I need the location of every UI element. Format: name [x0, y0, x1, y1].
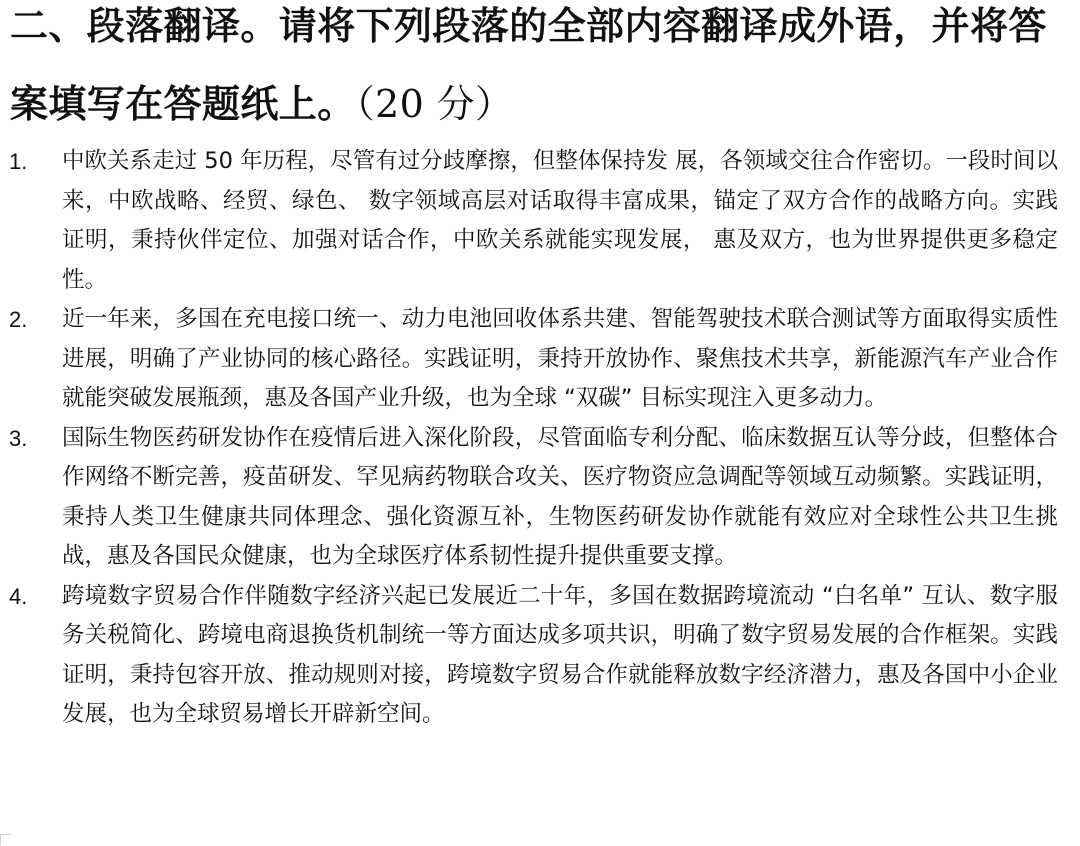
- page-corner-mark: [0, 834, 11, 845]
- item-text: 近一年来，多国在充电接口统一、动力电池回收体系共建、智能驾驶技术联合测试等方面取得实质性进展，明确了产业协同的核心路径。实践证明，秉持开放协作、聚焦技术共享，新能源汽车产业合作就能突破发展瓶颈，惠及各国产业升级，也为全球 “双碳” 目标实现注入更多动力。: [62, 306, 1058, 411]
- item-number: 1.: [9, 149, 28, 174]
- section-heading-line-2: [10, 82, 1072, 126]
- score-label: （20 分）: [355, 82, 514, 126]
- list-item: [0, 142, 1080, 300]
- item-number: 4.: [9, 583, 28, 609]
- list-item: [0, 300, 1080, 419]
- section-heading-text-2: 案填写在答题纸上。: [10, 82, 356, 126]
- section-heading-text-1: 二、段落翻译。请将下列段落的全部内容翻译成外语，并将答: [10, 4, 1047, 48]
- section-heading-line-1: [10, 4, 1072, 48]
- item-text: 中欧关系走过 50 年历程，尽管有过分歧摩擦，但整体保持发 展，各领域交往合作密切。一段时间以来，中欧战略、经贸、绿色、 数字领域高层对话取得丰富成果，锚定了双方合作的战略方向。实践证明，秉持伙伴定位、加强对话合作，中欧关系就能实现发展， 惠及双方，也为世界提供更多稳定性。: [62, 148, 1058, 293]
- list-item: [0, 577, 1080, 735]
- item-text: 跨境数字贸易合作伴随数字经济兴起已发展近二十年，多国在数据跨境流动 “白名单” 互认、数字服务关税简化、跨境电商退换货机制统一等方面达成多项共识，明确了数字贸易发展的合作框架。实践证明，秉持包容开放、推动规则对接，跨境数字贸易合作就能释放数字经济潜力，惠及各国中小企业发展，也为全球贸易增长开辟新空间。: [62, 582, 1058, 727]
- paragraph-list: [0, 142, 1080, 735]
- item-number: 3.: [9, 425, 28, 451]
- list-item: [0, 419, 1080, 577]
- item-text: 国际生物医药研发协作在疫情后进入深化阶段，尽管面临专利分配、临床数据互认等分歧，但整体合作网络不断完善，疫苗研发、罕见病药物联合攻关、医疗物资应急调配等领域互动频繁。实践证明，秉持人类卫生健康共同体理念、强化资源互补，生物医药研发协作就能有效应对全球性公共卫生挑战，惠及各国民众健康，也为全球医疗体系韧性提升提供重要支撑。: [62, 424, 1058, 569]
- item-number: 2.: [9, 307, 28, 332]
